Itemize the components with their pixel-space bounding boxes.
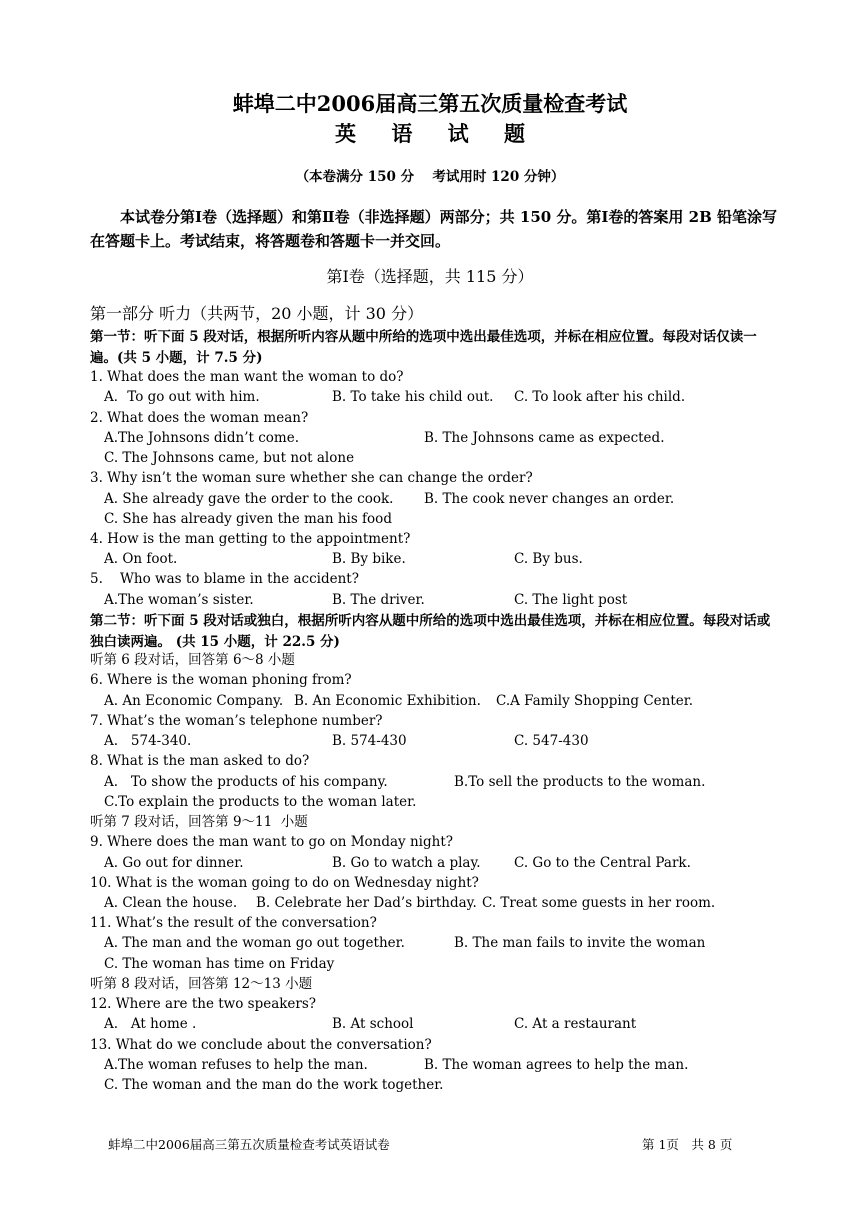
question-13-option-b: B. The woman agrees to help the man. [424,1057,689,1073]
group-note-8: 听第 8 段对话，回答第 12～13 小题 [90,976,313,992]
question-1-option-a: A．To go out with him. [104,389,260,405]
question-7-option-b: B. 574-430 [332,733,407,749]
question-11-option-c: C. The woman has time on Friday [104,956,335,972]
group-note-7: 听第 7 段对话，回答第 9～11 小题 [90,814,308,830]
question-9-option-a: A. Go out for dinner. [104,855,244,871]
exam-subtitle: 英 语 试 题 [335,121,539,146]
section-2-instructions: 第二节：听下面 5 段对话或独白，根据所听内容从题中所给的选项中选出最佳选项，并标在相应位置。每段对话或独白读两遍。 (共 15 小题，计 22.5 分) [90,613,771,650]
question-12-stem: 12. Where are the two speakers? [90,996,317,1012]
question-13-option-a: A.The woman refuses to help the man. [104,1057,368,1073]
group-note-6: 听第 6 段对话，回答第 6～8 小题 [90,652,295,668]
question-12-option-c: C. At a restaurant [514,1016,637,1032]
question-2-option-a: A.The Johnsons didn’t come. [104,430,299,446]
question-7-stem: 7. What’s the woman’s telephone number? [90,713,383,729]
question-8-stem: 8. What is the man asked to do? [90,753,310,769]
part-title: 第一部分 听力（共两节，20 小题，计 30 分） [90,304,424,323]
volume-title: 第Ⅰ卷（选择题，共 115 分） [326,267,534,286]
question-8-option-a: A. To show the products of his company. [104,774,388,790]
question-3-stem: 3. Why isn’t the woman sure whether she can change the order? [90,470,533,486]
question-8-option-b: B.To sell the products to the woman. [454,774,706,790]
question-10-option-b: B. Celebrate her Dad’s birthday. [256,895,477,911]
question-9-option-c: C. Go to the Central Park. [514,855,691,871]
question-11-stem: 11. What’s the result of the conversation? [90,915,377,931]
question-3-option-c: C. She has already given the man his food [104,511,392,527]
question-7-option-a: A. 574-340. [104,733,192,749]
question-1-option-c: C. To look after his child. [514,389,686,405]
footer-exam-name: 蚌埠二中2006届高三第五次质量检查考试英语试卷 [108,1137,390,1152]
question-2-option-c: C. The Johnsons came, but not alone [104,450,355,466]
intro-paragraph: 本试卷分第Ⅰ卷（选择题）和第Ⅱ卷（非选择题）两部分；共 150 分。第Ⅰ卷的答案用 2B 铅笔涂写在答题卡上。考试结束，将答题卷和答题卡一并交回。 [90,208,777,250]
question-8-option-c: C.To explain the products to the woman later. [104,794,417,810]
question-1-stem: 1. What does the man want the woman to do? [90,369,404,385]
question-4-option-c: C. By bus. [514,551,583,567]
question-7-option-c: C. 547-430 [514,733,589,749]
question-12-option-b: B. At school [332,1016,414,1032]
question-5-option-b: B. The driver. [332,592,425,608]
question-11-option-b: B. The man fails to invite the woman [454,935,706,951]
question-2-stem: 2. What does the woman mean? [90,410,309,426]
question-3-option-b: B. The cook never changes an order. [424,491,675,507]
question-12-option-a: A. At home . [104,1016,197,1032]
question-6-stem: 6. Where is the woman phoning from? [90,672,352,688]
question-5-option-a: A.The woman’s sister. [104,592,254,608]
footer-page-number: 第 1页 共 8 页 [642,1137,733,1152]
section-1-instructions: 第一节：听下面 5 段对话，根据所听内容从题中所给的选项中选出最佳选项，并标在相应位置。每段对话仅读一遍。(共 5 小题，计 7.5 分) [90,329,757,366]
question-1-option-b: B. To take his child out. [332,389,494,405]
question-4-option-a: A. On foot. [104,551,178,567]
question-10-option-a: A. Clean the house. [104,895,238,911]
question-2-option-b: B. The Johnsons came as expected. [424,430,665,446]
exam-note: （本卷满分 150 分 考试用时 120 分钟） [295,169,565,185]
question-10-stem: 10. What is the woman going to do on Wednesday night? [90,875,479,891]
exam-title: 蚌埠二中2006届高三第五次质量检查考试 [232,91,628,116]
question-5-option-c: C. The light post [514,592,628,608]
question-3-option-a: A. She already gave the order to the cook. [104,491,394,507]
question-4-stem: 4. How is the man getting to the appointment? [90,531,411,547]
question-11-option-a: A. The man and the woman go out together. [104,935,405,951]
question-6-option-b: B. An Economic Exhibition. [294,693,481,709]
question-9-stem: 9. Where does the man want to go on Monday night? [90,834,453,850]
question-13-stem: 13. What do we conclude about the conversation? [90,1037,432,1053]
question-6-option-c: C.A Family Shopping Center. [496,693,694,709]
question-4-option-b: B. By bike. [332,551,406,567]
question-9-option-b: B. Go to watch a play. [332,855,481,871]
question-6-option-a: A. An Economic Company. [104,693,284,709]
question-5-stem: 5. Who was to blame in the accident? [90,571,359,587]
question-13-option-c: C. The woman and the man do the work together. [104,1077,444,1093]
question-10-option-c: C. Treat some guests in her room. [482,895,716,911]
